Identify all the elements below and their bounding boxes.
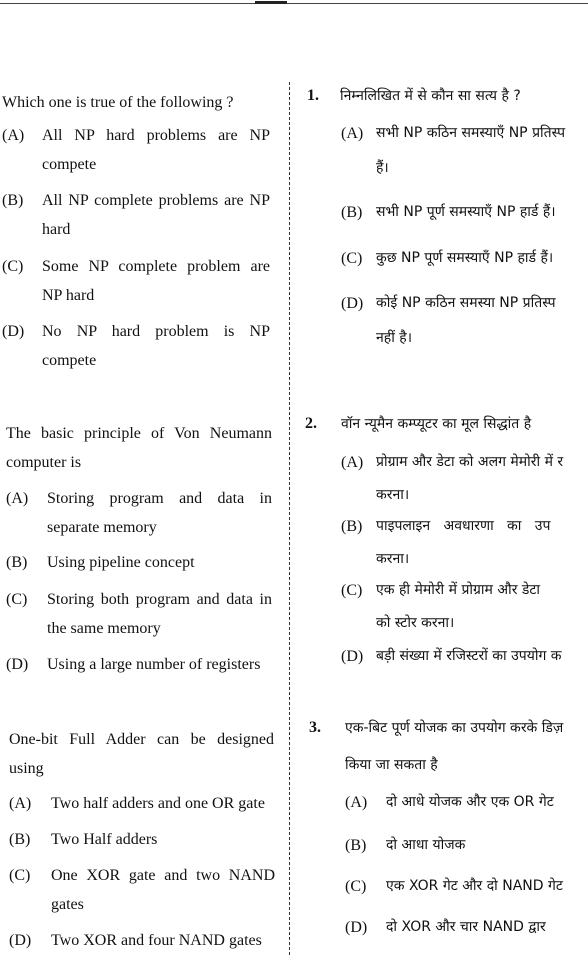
option-text-line: को स्टोर करना। xyxy=(376,615,455,631)
option-label: (C) xyxy=(9,867,31,884)
english-q2-stem: The basic principle of Von Neumann computer is xyxy=(6,425,272,471)
hindi-q3-stem-line-2: किया जा सकता है xyxy=(345,757,438,773)
hindi-q1-option-d xyxy=(341,289,588,353)
option-label: (A) xyxy=(6,490,29,507)
hindi-q3-stem-line-1: एक-बिट पूर्ण योजक का उपयोग करके डिज़ xyxy=(345,720,564,736)
option-text-line: एक ही मेमोरी में प्रोग्राम और डेटा xyxy=(376,582,541,598)
option-text-line: सभी NP कठिन समस्याएँ NP प्रतिस्प xyxy=(376,125,566,141)
hindi-q2-option-a xyxy=(341,448,588,512)
option-label: (C) xyxy=(6,591,28,608)
hindi-q1-number: 1. xyxy=(307,87,319,104)
option-label: (B) xyxy=(6,554,28,571)
option-label: (C) xyxy=(345,878,367,895)
option-text: Two XOR and four NAND gates xyxy=(51,932,262,949)
option-text: Using a large number of registers xyxy=(47,656,261,673)
option-label: (D) xyxy=(341,648,364,665)
option-label: (A) xyxy=(341,454,364,471)
hindi-q3-option-a xyxy=(345,788,588,817)
hindi-q2-number: 2. xyxy=(305,415,317,432)
english-q3-stem: One-bit Full Adder can be designed using xyxy=(9,731,274,777)
option-text: Some NP complete problem are NP hard xyxy=(42,258,270,304)
option-label: (D) xyxy=(341,295,364,312)
option-label: (B) xyxy=(9,831,31,848)
option-label: (B) xyxy=(341,204,363,221)
option-text-line: पाइपलाइन अवधारणा का उप xyxy=(376,518,551,534)
hindi-q1-option-a xyxy=(341,119,588,177)
hindi-q1-option-b xyxy=(341,198,588,227)
option-label: (A) xyxy=(341,125,364,142)
option-label: (C) xyxy=(341,582,363,599)
hindi-q2-stem: वॉन न्यूमैन कम्प्यूटर का मूल सिद्धांत है xyxy=(341,416,532,432)
hindi-q1-stem: निम्नलिखित में से कौन सा सत्य है ? xyxy=(340,88,521,104)
option-label: (A) xyxy=(9,795,32,812)
option-text: Using pipeline concept xyxy=(47,554,195,571)
option-text: All NP complete problems are NP hard xyxy=(42,192,270,238)
option-label: (A) xyxy=(2,127,25,144)
hindi-q2-option-d xyxy=(341,642,588,671)
hindi-q3-number: 3. xyxy=(309,719,321,736)
option-text: Storing program and data in separate memory xyxy=(47,490,272,536)
option-text-line: सभी NP पूर्ण समस्याएँ NP हार्ड हैं। xyxy=(376,204,556,220)
hindi-q2-option-b xyxy=(341,512,588,576)
option-label: (B) xyxy=(341,518,363,535)
option-text-line: हैं। xyxy=(376,160,389,176)
option-text-line: कोई NP कठिन समस्या NP प्रतिस्प xyxy=(376,295,556,311)
option-text-line: प्रोग्राम और डेटा को अलग मेमोरी में र xyxy=(376,454,564,470)
option-text-line: दो XOR और चार NAND द्वार xyxy=(386,919,546,935)
option-label: (C) xyxy=(341,250,363,267)
hindi-q3-option-c xyxy=(345,872,588,901)
option-text-line: दो आधे योजक और एक OR गेट xyxy=(386,794,554,810)
option-text-line: करना। xyxy=(376,551,410,567)
english-q1-stem: Which one is true of the following ? xyxy=(2,94,234,111)
option-label: (C) xyxy=(2,258,24,275)
hindi-q3-option-d xyxy=(345,913,588,942)
hindi-q2-option-c xyxy=(341,576,588,640)
hindi-q3-option-b xyxy=(345,831,588,860)
option-label: (D) xyxy=(2,323,25,340)
option-text: All NP hard problems are NP compete xyxy=(42,127,270,173)
option-label: (B) xyxy=(2,192,24,209)
option-label: (D) xyxy=(9,932,32,949)
option-text-line: बड़ी संख्या में रजिस्टरों का उपयोग क xyxy=(376,648,562,664)
option-text: One XOR gate and two NAND gates xyxy=(51,867,275,913)
option-text-line: करना। xyxy=(376,487,410,503)
option-label: (A) xyxy=(345,794,368,811)
option-label: (D) xyxy=(6,656,29,673)
option-text-line: एक XOR गेट और दो NAND गेट xyxy=(386,878,563,894)
option-text-line: कुछ NP पूर्ण समस्याएँ NP हार्ड हैं। xyxy=(376,250,554,266)
option-text: Two Half adders xyxy=(51,831,158,848)
option-text-line: दो आधा योजक xyxy=(386,837,466,853)
hindi-q1-option-c xyxy=(341,244,588,273)
option-text: No NP hard problem is NP compete xyxy=(42,323,270,369)
option-text-line: नहीं है। xyxy=(376,330,413,346)
option-label: (B) xyxy=(345,837,367,854)
option-text: Storing both program and data in the same memory xyxy=(47,591,272,637)
option-text: Two half adders and one OR gate xyxy=(51,795,265,812)
option-label: (D) xyxy=(345,919,368,936)
